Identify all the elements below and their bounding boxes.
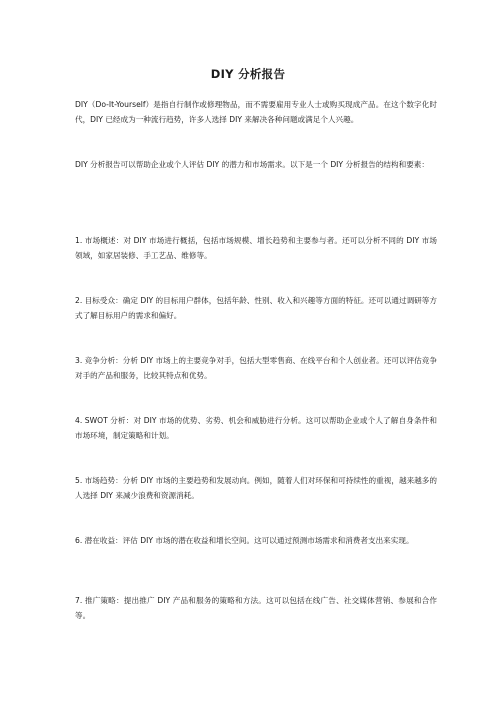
lead-paragraph: DIY 分析报告可以帮助企业或个人评估 DIY 的潜力和市场需求。以下是一个 DIY 分析报告的结构和要素： (75, 160, 429, 169)
list-item-potential-revenue: 6. 潜在收益：评估 DIY 市场的潜在收益和增长空间。这可以通过预测市场需求和消费者支出来实现。 (75, 536, 414, 545)
list-item-market-overview: 1. 市场概述：对 DIY 市场进行概括，包括市场规模、增长趋势和主要参与者。还可以分析不同的 DIY 市场领域，如家居装修、手工艺品、维修等。 (75, 236, 437, 260)
list-item-target-audience: 2. 目标受众：确定 DIY 的目标用户群体，包括年龄、性别、收入和兴趣等方面的特征。还可以通过调研等方式了解目标用户的需求和偏好。 (75, 296, 437, 320)
list-item-market-trends: 5. 市场趋势：分析 DIY 市场的主要趋势和发展动向。例如，随着人们对环保和可持续性的重视，越来越多的人选择 DIY 来减少浪费和资源消耗。 (75, 476, 437, 500)
list-item-competition-analysis: 3. 竞争分析：分析 DIY 市场上的主要竞争对手，包括大型零售商、在线平台和个人创业者。还可以评估竞争对手的产品和服务，比较其特点和优势。 (75, 356, 437, 380)
intro-paragraph: DIY（Do-It-Yourself）是指自行制作或修理物品，而不需要雇用专业人士或购买现成产品。在这个数字化时代，DIY 已经成为一种流行趋势，许多人选择 DIY 来解决各种问题或满足个人兴趣。 (75, 100, 437, 124)
document-title: DIY 分析报告 (210, 67, 286, 81)
list-item-swot-analysis: 4. SWOT 分析：对 DIY 市场的优势、劣势、机会和威胁进行分析。这可以帮助企业或个人了解自身条件和市场环境，制定策略和计划。 (75, 416, 437, 440)
list-item-promotion-strategy: 7. 推广策略：提出推广 DIY 产品和服务的策略和方法。这可以包括在线广告、社交媒体营销、参展和合作等。 (75, 596, 437, 620)
